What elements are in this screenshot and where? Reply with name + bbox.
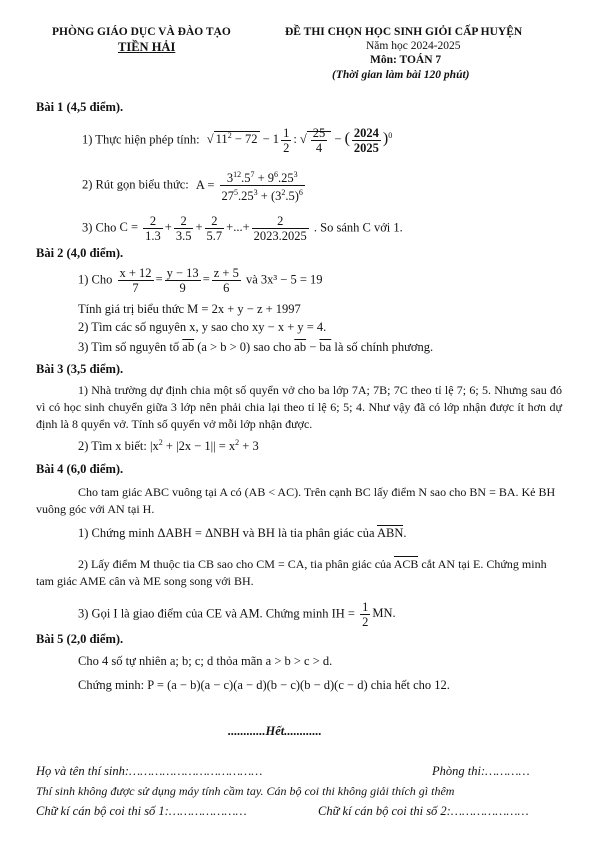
bai1-q2 [82, 168, 307, 203]
bai4-q3-lead: 3) Gọi I là giao điểm của CE và AM. Chứng minh IH = [78, 606, 355, 621]
bai2-q1-lead: 1) Cho [78, 272, 113, 287]
bai1-q3-tail: . So sánh C với 1. [313, 220, 403, 235]
bai2-q1-formula: $\frac{x + 12}{7}$ = $\frac{y - 13}{9}$ = $\frac{z + 5}{6}$ [119, 266, 239, 295]
bai4-q1-angle: ABN [376, 526, 404, 540]
bai1-title: Bài 1 (4,5 điểm). [36, 100, 124, 114]
bai1-q1-formula: √ $11^2 - 72 - 1$ $\frac{1}{2}$ : √ $\frac{25}{4}$ − ( $\frac{2024}{2025}$ )$^0$ [206, 126, 393, 155]
bai4-q2-lead: 2) Lấy điểm M thuộc tia CB sao cho CM = CA, tia phân giác của [78, 557, 392, 571]
bai4-q3 [78, 600, 396, 629]
proctor-signature-2: Chữ kí cán bộ coi thi số 2:………………… [318, 804, 529, 818]
end-mark: ............Hết............ [228, 724, 322, 738]
candidate-name: Họ và tên thí sinh:……………………………… [36, 764, 263, 778]
exam-time: (Thời gian làm bài 120 phút) [332, 69, 470, 81]
exam-room: Phòng thi:………… [432, 764, 530, 778]
bai1-q3 [82, 214, 403, 243]
bai4-q1-lead: 1) Chứng minh ΔABH = ΔNBH và BH là tia phân giác của [78, 526, 375, 540]
exam-title: ĐỀ THI CHỌN HỌC SINH GIỎI CẤP HUYỆN [285, 26, 523, 38]
bai2-q3-ab: $\overline{ab}$ [182, 340, 195, 354]
bai2-q3-tail: là số chính phương. [334, 340, 434, 354]
bai3-title: Bài 3 (3,5 điểm). [36, 362, 124, 376]
bai2-q2: 2) Tìm các số nguyên x, y sao cho xy − x + y = 4. [78, 320, 327, 334]
subject: Môn: TOÁN 7 [370, 54, 442, 66]
bai2-q3-diff: $\overline{ab} - \overline{ba}$ [294, 340, 332, 354]
bai2-q1-calc: Tính giá trị biểu thức M = 2x + y − z + 1997 [78, 302, 301, 316]
district-name: TIỀN HẢI [118, 40, 176, 54]
bai2-title: Bài 2 (4,0 điểm). [36, 246, 124, 260]
bai2-q1-and: và 3x³ − 5 = 19 [245, 272, 323, 287]
bai4-q3-formula: $\frac{1}{2}$ MN. [362, 600, 396, 629]
bai1-q3-lead: 3) Cho [82, 220, 117, 235]
bai1-q3-formula: C = $\frac{2}{1.3}$ + $\frac{2}{3.5}$ + $\frac{2}{5.7}$ +...+ $\frac{2}{2023.2025}$ [119, 214, 307, 243]
department-name: PHÒNG GIÁO DỤC VÀ ĐÀO TẠO [52, 26, 231, 38]
bai3-q2-formula: $|x^2 + |2x - 1|| = x^2 + 3$ [150, 438, 259, 454]
bai2-q1 [78, 266, 323, 295]
proctor-signature-1: Chữ kí cán bộ coi thi số 1:………………… [36, 804, 247, 818]
bai4-title: Bài 4 (6,0 điểm). [36, 462, 124, 476]
bai4-q2-tail: cắt AN tại E. Chứng minh tam giác AME cân và ME song song với BH. [36, 557, 547, 588]
bai5-prove: Chứng minh: P = (a − b)(a − c)(a − d)(b − c)(b − d)(c − d) chia hết cho 12. [78, 678, 450, 692]
footer-note: Thí sinh không được sử dụng máy tính cầm tay. Cán bộ coi thi không giải thích gì thêm [36, 784, 455, 798]
bai3-q2 [78, 438, 259, 454]
bai4-intro: Cho tam giác ABC vuông tại A có (AB < AC). Trên cạnh BC lấy điểm N sao cho BN = BA. Kẻ BH vuông góc với AN tại H. [36, 485, 556, 516]
bai4-q2 [36, 556, 562, 590]
bai2-q3-lead: 3) Tìm số nguyên tố [78, 340, 180, 354]
bai2-q3 [78, 340, 433, 355]
bai2-q3-mid: (a > b > 0) sao cho [197, 340, 292, 354]
bai1-q2-label: 2) Rút gọn biểu thức: [82, 177, 189, 192]
bai5-intro: Cho 4 số tự nhiên a; b; c; d thỏa mãn a > b > c > d. [78, 654, 333, 668]
bai1-q1 [82, 126, 392, 155]
bai3-q1: 1) Nhà trường dự định chia một số quyển vở cho ba lớp 7A; 7B; 7C theo tỉ lệ 7; 6; 5. Nhưng sau đó vì có học sinh chuyển giữa 3 lớp nên phải chia lại theo tỉ lệ 6; 5; 4. Như vậy đã có lớp nhận được ít hơn dự định là 8 quyển vở. Tính số quyển vở mỗi lớp nhận được. [36, 383, 562, 431]
bai4-q2-angle: ACB [393, 557, 419, 571]
bai5-title: Bài 5 (2,0 điểm). [36, 632, 124, 646]
bai4-q1: 1) Chứng minh ΔABH = ΔNBH và BH là tia phân giác của ABN. [78, 526, 407, 540]
school-year: Năm học 2024-2025 [366, 40, 461, 52]
bai1-q2-formula: A = $\frac{3^{12}.5^7 + 9^6.25^3}{27^5.25^3 + (3^2.5)^6}$ [195, 170, 303, 204]
bai3-q2-label: 2) Tìm x biết: [78, 439, 147, 454]
bai1-q1-label: 1) Thực hiện phép tính: [82, 132, 200, 147]
